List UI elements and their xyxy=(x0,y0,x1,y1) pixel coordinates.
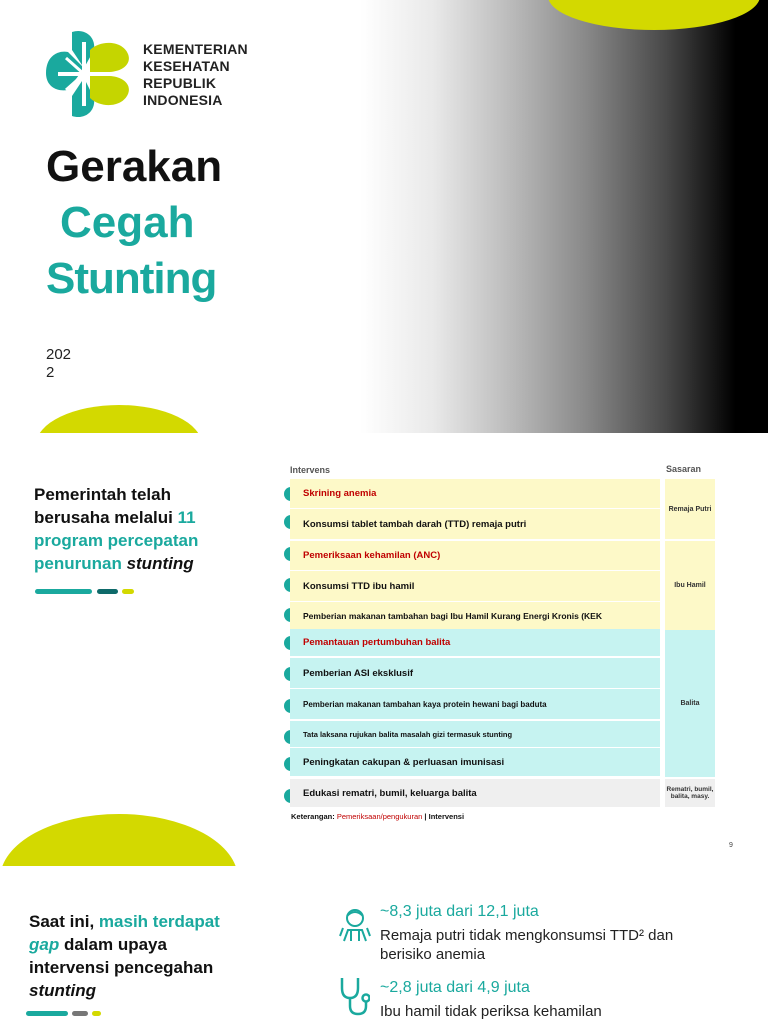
heading-part: Saat ini, xyxy=(29,912,99,931)
intervention-row: Konsumsi TTD ibu hamil xyxy=(290,571,660,601)
heading-emphasis: stunting xyxy=(29,981,97,1000)
column-header-sasaran: Sasaran xyxy=(666,464,702,474)
slide-heading xyxy=(29,910,249,1002)
page-number: 9 xyxy=(729,842,733,849)
sasaran-cell: Rematri, bumil, balita, masy. xyxy=(665,779,715,807)
accent-bar xyxy=(122,589,134,594)
accent-bar xyxy=(97,589,118,594)
heading-highlight: program percepatan penurunan xyxy=(34,531,199,573)
accent-bar xyxy=(35,589,92,594)
program-slide xyxy=(0,433,768,866)
decorative-lime-semicircle xyxy=(36,405,202,433)
heading-part: dalam upaya intervensi pencegahan xyxy=(29,935,214,977)
intervention-row: Tata laksana rujukan balita masalah gizi termasuk stunting xyxy=(290,721,660,747)
intervention-row: Pemantauan pertumbuhan balita xyxy=(290,629,660,656)
legend-separator: | xyxy=(422,812,429,821)
intervention-row: Pemeriksaan kehamilan (ANC) xyxy=(290,541,660,570)
sasaran-cell: Balita xyxy=(665,630,715,777)
sasaran-cell: Remaja Putri xyxy=(665,479,715,539)
title-slide xyxy=(0,0,768,433)
accent-bar xyxy=(92,1011,101,1016)
title-line-1: Gerakan xyxy=(46,142,223,191)
sasaran-cell: Ibu Hamil xyxy=(665,541,715,630)
intervention-row: Pemberian makanan tambahan bagi Ibu Hamil Kurang Energi Kronis (KEK xyxy=(290,602,660,630)
stethoscope-icon xyxy=(338,976,370,1016)
legend-intervensi: Intervensi xyxy=(428,812,465,821)
stat-description: Remaja putri tidak mengkonsumsi TTD² dan berisiko anemia xyxy=(380,927,674,963)
gap-slide xyxy=(0,866,768,1024)
intervention-row: Edukasi rematri, bumil, keluarga balita xyxy=(290,779,660,807)
year: 2022 xyxy=(46,346,72,381)
accent-bar xyxy=(72,1011,88,1016)
intervention-row: Pemberian makanan tambahan kaya protein hewani bagi baduta xyxy=(290,689,660,719)
stat-headline: ~8,3 juta dari 12,1 juta xyxy=(380,903,539,920)
logo-text-line-2: KESEHATAN xyxy=(143,58,230,74)
intervention-row: Peningkatan cakupan & perluasan imunisasi xyxy=(290,748,660,776)
stat-description: Ibu hamil tidak periksa kehamilan xyxy=(380,1003,602,1020)
logo-text-line-1: KEMENTERIAN xyxy=(143,41,248,57)
girl-icon xyxy=(338,906,372,942)
slide-heading xyxy=(34,483,244,575)
title-line-3: Stunting xyxy=(46,254,217,303)
gradient-panel xyxy=(360,0,768,433)
heading-emphasis: stunting xyxy=(126,554,194,573)
legend-prefix: Keterangan: xyxy=(291,812,337,821)
logo-text-line-4: INDONESIA xyxy=(143,92,223,108)
decorative-lime-hill xyxy=(0,814,238,866)
kemenkes-logo-icon xyxy=(44,28,132,120)
accent-bar xyxy=(26,1011,68,1016)
heading-emphasis: gap xyxy=(29,935,60,954)
heading-highlight: masih terdapat xyxy=(98,912,220,931)
title-line-2: Cegah xyxy=(60,198,195,247)
legend xyxy=(291,812,464,821)
logo-text-line-3: REPUBLIK xyxy=(143,75,217,91)
intervention-row: Konsumsi tablet tambah darah (TTD) remaja putri xyxy=(290,509,660,539)
intervention-row: Skrining anemia xyxy=(290,479,660,508)
column-header-intervensi: Intervens xyxy=(290,465,331,475)
legend-pemeriksaan: Pemeriksaan/pengukuran xyxy=(336,812,423,821)
heading-highlight: 11 xyxy=(177,508,196,527)
heading-part: Pemerintah telah berusaha melalui xyxy=(34,485,178,527)
intervention-row: Pemberian ASI eksklusif xyxy=(290,658,660,688)
stat-headline: ~2,8 juta dari 4,9 juta xyxy=(380,979,530,996)
